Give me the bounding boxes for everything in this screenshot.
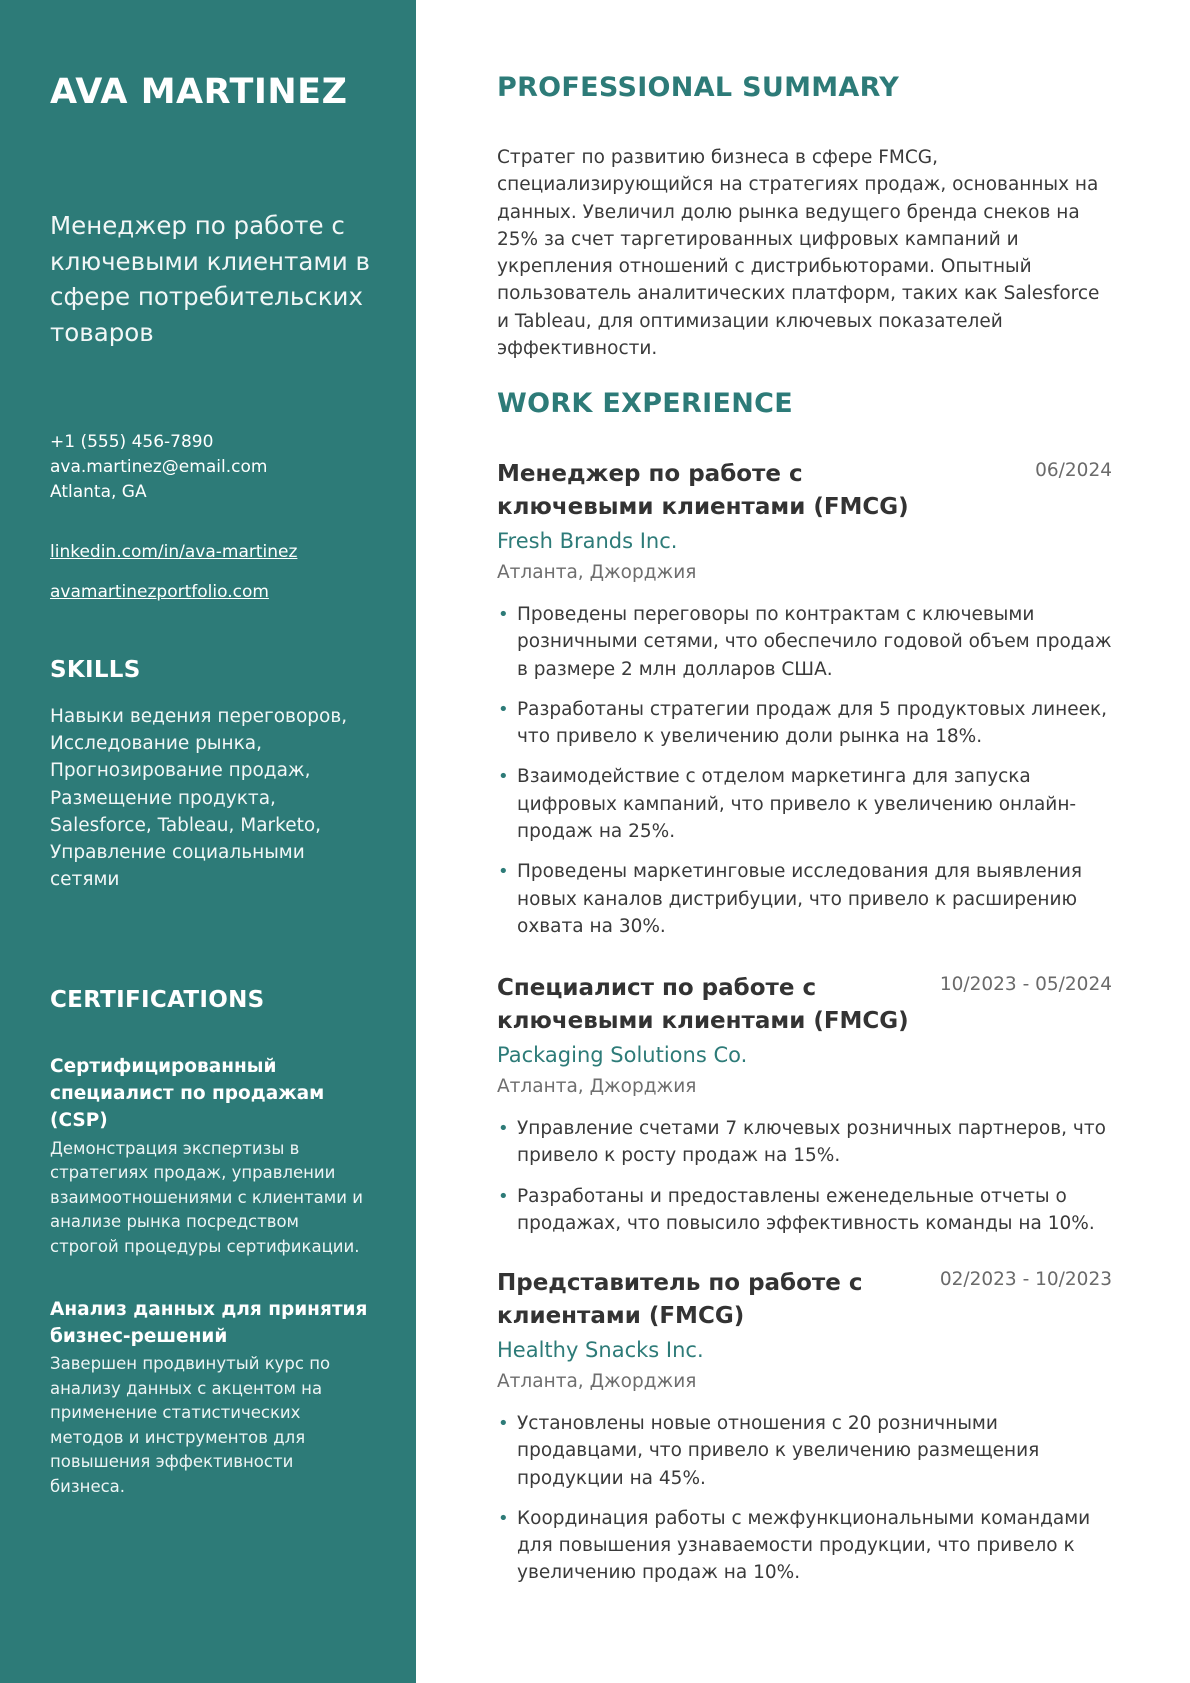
summary-text: Стратег по развитию бизнеса в сфере FMCG, специализирующийся на стратегиях продаж, основанных на данных. Увеличил долю рынка ведущего бренда снеков на 25% за счет таргетированных цифровых кампаний и укрепления отношений с дистрибьюторами. Опытный пользователь аналитических платформ, таких как Salesforce и Tableau, для оптимизации ключевых показателей эффективности. bbox=[497, 147, 1100, 360]
list-item bbox=[497, 858, 1112, 940]
skills-heading: SKILLS bbox=[50, 657, 141, 683]
job-date: 10/2023 - 05/2024 bbox=[939, 974, 1112, 995]
candidate-headline: Менеджер по работе с ключевыми клиентами в сфере потребительских товаров bbox=[50, 211, 370, 347]
linkedin-link[interactable]: linkedin.com/in/ava-martinez bbox=[50, 542, 298, 562]
job-title: Специалист по работе с ключевыми клиентами (FMCG) bbox=[497, 975, 909, 1034]
list-item bbox=[497, 1115, 1112, 1170]
certification-description: Завершен продвинутый курс по анализу данных с акцентом на применение статистических методов и инструментов для повышения эффективности бизнеса. bbox=[50, 1354, 331, 1496]
portfolio-link[interactable]: avamartinezportfolio.com bbox=[50, 582, 269, 602]
job-title: Представитель по работе с клиентами (FMCG) bbox=[497, 1270, 863, 1329]
company-name: Fresh Brands Inc. bbox=[497, 529, 678, 553]
job-entry bbox=[497, 1267, 1112, 1600]
summary-heading: PROFESSIONAL SUMMARY bbox=[497, 72, 900, 103]
job-date: 02/2023 - 10/2023 bbox=[939, 1269, 1112, 1290]
bullet-icon: • bbox=[498, 604, 509, 625]
experience-heading: WORK EXPERIENCE bbox=[497, 388, 793, 419]
job-date: 06/2024 bbox=[1035, 460, 1112, 481]
bullet-text: Проведены переговоры по контрактам с ключевыми розничными сетями, что обеспечило годовой объем продаж в размере 2 млн долларов США. bbox=[517, 604, 1112, 680]
email-address: ava.martinez@email.com bbox=[50, 457, 268, 477]
contact-block bbox=[50, 430, 267, 505]
bullet-icon: • bbox=[498, 766, 509, 788]
bullet-text: Взаимодействие с отделом маркетинга для запуска цифровых кампаний, что привело к увеличению онлайн-продаж на 25%. bbox=[517, 766, 1077, 843]
bullet-text: Установлены новые отношения с 20 розничными продавцами, что привело к увеличению размещения продукции на 45%. bbox=[517, 1413, 1040, 1489]
bullet-icon: • bbox=[498, 1118, 509, 1139]
list-item bbox=[497, 696, 1112, 751]
bullet-icon: • bbox=[498, 1413, 509, 1434]
list-item bbox=[497, 1183, 1112, 1238]
certification-description: Демонстрация экспертизы в стратегиях продаж, управлении взаимоотношениями с клиентами и анализе рынка посредством строгой процедуры сертификации. bbox=[50, 1138, 363, 1256]
job-title: Менеджер по работе с ключевыми клиентами (FMCG) bbox=[497, 461, 909, 520]
list-item bbox=[497, 601, 1112, 683]
bullet-icon: • bbox=[498, 698, 509, 720]
bullet-text: Проведены маркетинговые исследования для выявления новых каналов дистрибуции, что привело к расширению охвата на 30%. bbox=[517, 861, 1082, 937]
bullet-text: Координация работы с межфункциональными командами для повышения узнаваемости продукции, что привело к увеличению продаж на 10%. bbox=[517, 1507, 1091, 1584]
certification-item bbox=[50, 1296, 370, 1499]
certification-item bbox=[50, 1053, 370, 1259]
job-bullets bbox=[497, 1410, 1112, 1587]
bullet-text: Разработаны стратегии продаж для 5 продуктовых линеек, что привело к увеличению доли рынка на 18%. bbox=[517, 698, 1108, 748]
bullet-text: Управление счетами 7 ключевых розничных партнеров, что привело к росту продаж на 15%. bbox=[517, 1118, 1106, 1167]
list-item bbox=[497, 763, 1112, 845]
bullet-text: Разработаны и предоставлены еженедельные отчеты о продажах, что повысило эффективность команды на 10%. bbox=[517, 1185, 1095, 1234]
job-location: Атланта, Джорджия bbox=[497, 1371, 697, 1392]
phone-number: +1 (555) 456-7890 bbox=[50, 432, 214, 452]
job-location: Атланта, Джорджия bbox=[497, 1076, 697, 1097]
candidate-name: AVA MARTINEZ bbox=[50, 72, 348, 112]
list-item bbox=[497, 1410, 1112, 1492]
list-item bbox=[497, 1505, 1112, 1587]
sidebar bbox=[0, 0, 416, 1683]
company-name: Healthy Snacks Inc. bbox=[497, 1338, 704, 1362]
certification-title: Сертифицированный специалист по продажам (CSP) bbox=[50, 1056, 325, 1132]
bullet-icon: • bbox=[498, 1185, 509, 1207]
bullet-icon: • bbox=[498, 861, 509, 883]
job-location: Атланта, Джорджия bbox=[497, 562, 697, 583]
certification-title: Анализ данных для принятия бизнес-решений bbox=[50, 1299, 368, 1348]
job-bullets bbox=[497, 1115, 1112, 1237]
job-bullets bbox=[497, 601, 1112, 940]
skills-list: Навыки ведения переговоров, Исследование рынка, Прогнозирование продаж, Размещение продукта, Salesforce, Tableau, Marketo, Управление социальными сетями bbox=[50, 706, 348, 891]
job-entry bbox=[497, 972, 1112, 1250]
location: Atlanta, GA bbox=[50, 482, 147, 502]
bullet-icon: • bbox=[498, 1507, 509, 1529]
job-entry bbox=[497, 458, 1112, 953]
certifications-heading: CERTIFICATIONS bbox=[50, 987, 265, 1013]
company-name: Packaging Solutions Co. bbox=[497, 1043, 748, 1067]
